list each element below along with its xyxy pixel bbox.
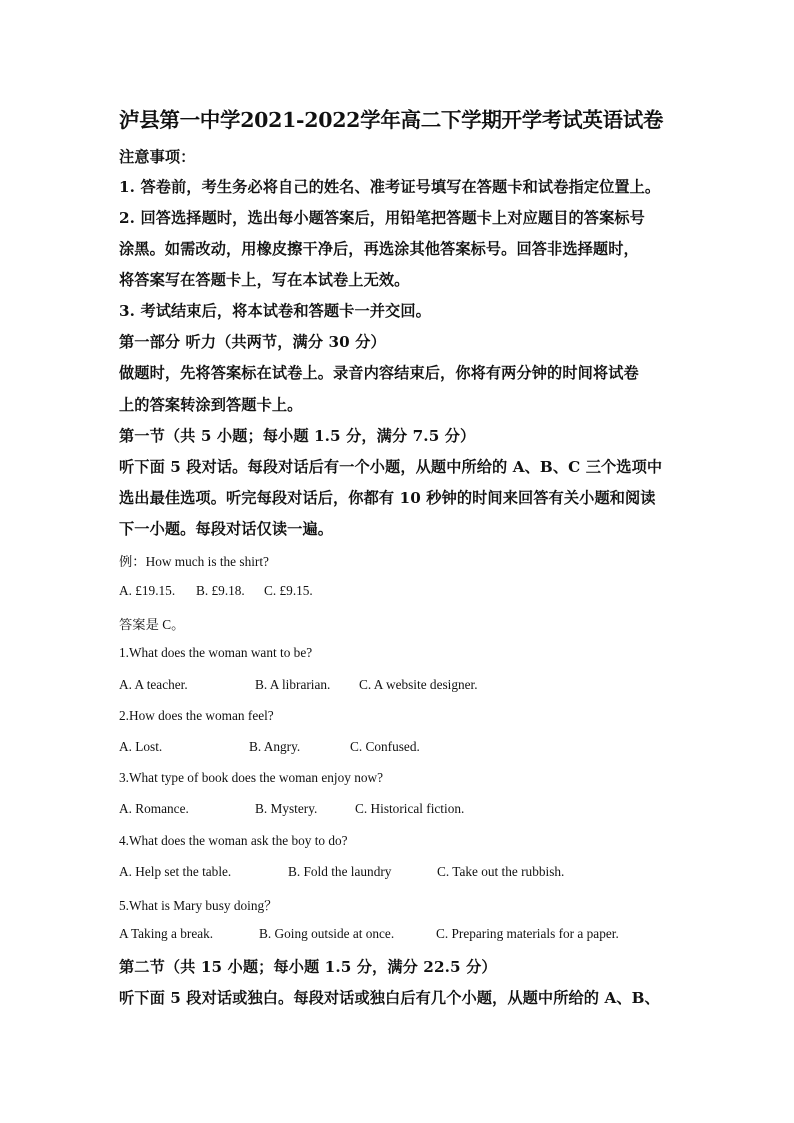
section2-heading: 第二节（共 15 小题；每小题 1.5 分，满分 22.5 分） [119,958,497,976]
part1-instruction: 做题时，先将答案标在试卷上。录音内容结束后，你将有两分钟的时间将试卷 [119,364,639,382]
notice-line: 2. 回答选择题时，选出每小题答案后，用铅笔把答题卡上对应题目的答案标号 [119,209,645,227]
option-b: B. Angry. [249,739,301,754]
section1-instruction: 听下面 5 段对话。每段对话后有一个小题，从题中所给的 A、B、C 三个选项中 [119,458,663,476]
section1-instruction: 下一小题。每段对话仅读一遍。 [119,520,334,538]
option-a: A. Romance. [119,801,189,816]
part1-instruction: 上的答案转涂到答题卡上。 [119,396,303,414]
option-b: B. Fold the laundry [288,864,392,879]
option-a: A. £19.15. [119,583,176,598]
question-3: 3.What type of book does the woman enjoy now? [119,770,384,785]
option-c: C. Confused. [350,739,420,754]
option-a: A. Lost. [119,739,163,754]
option-a: A. A teacher. [119,677,188,692]
example-question: 例：How much is the shirt? [119,554,269,569]
part1-heading: 第一部分 听力（共两节，满分 30 分） [119,333,386,351]
example-answer: 答案是 C。 [119,617,185,632]
option-b: B. A librarian. [255,677,331,692]
option-c: C. A website designer. [359,677,478,692]
notice-line: 涂黑。如需改动，用橡皮擦干净后，再选涂其他答案标号。回答非选择题时， [119,240,639,258]
question-1: 1.What does the woman want to be? [119,645,313,660]
option-c: C. £9.15. [264,583,313,598]
notice-line: 3. 考试结束后，将本试卷和答题卡一并交回。 [119,302,431,320]
question-5: 5.What is Mary busy doing？ [119,898,278,913]
option-c: C. Take out the rubbish. [437,864,565,879]
exam-title: 泸县第一中学2021-2022学年高二下学期开学考试英语试卷 [119,108,664,132]
section1-instruction: 选出最佳选项。听完每段对话后，你都有 10 秒钟的时间来回答有关小题和阅读 [119,489,656,507]
section1-heading: 第一节（共 5 小题；每小题 1.5 分，满分 7.5 分） [119,427,476,445]
option-b: B. Mystery. [255,801,318,816]
option-b: B. £9.18. [196,583,245,598]
question-4: 4.What does the woman ask the boy to do? [119,833,348,848]
notice-line: 将答案写在答题卡上，写在本试卷上无效。 [119,271,410,289]
question-2: 2.How does the woman feel? [119,708,274,723]
option-a: A. Help set the table. [119,864,232,879]
option-a: A Taking a break. [119,926,214,941]
option-c: C. Historical fiction. [355,801,465,816]
option-c: C. Preparing materials for a paper. [436,926,619,941]
section2-instruction: 听下面 5 段对话或独白。每段对话或独白后有几个小题，从题中所给的 A、B、 [119,989,660,1007]
option-b: B. Going outside at once. [259,926,395,941]
notice-line: 1. 答卷前，考生务必将自己的姓名、准考证号填写在答题卡和试卷指定位置上。 [119,178,661,196]
notice-heading: 注意事项： [119,148,196,166]
